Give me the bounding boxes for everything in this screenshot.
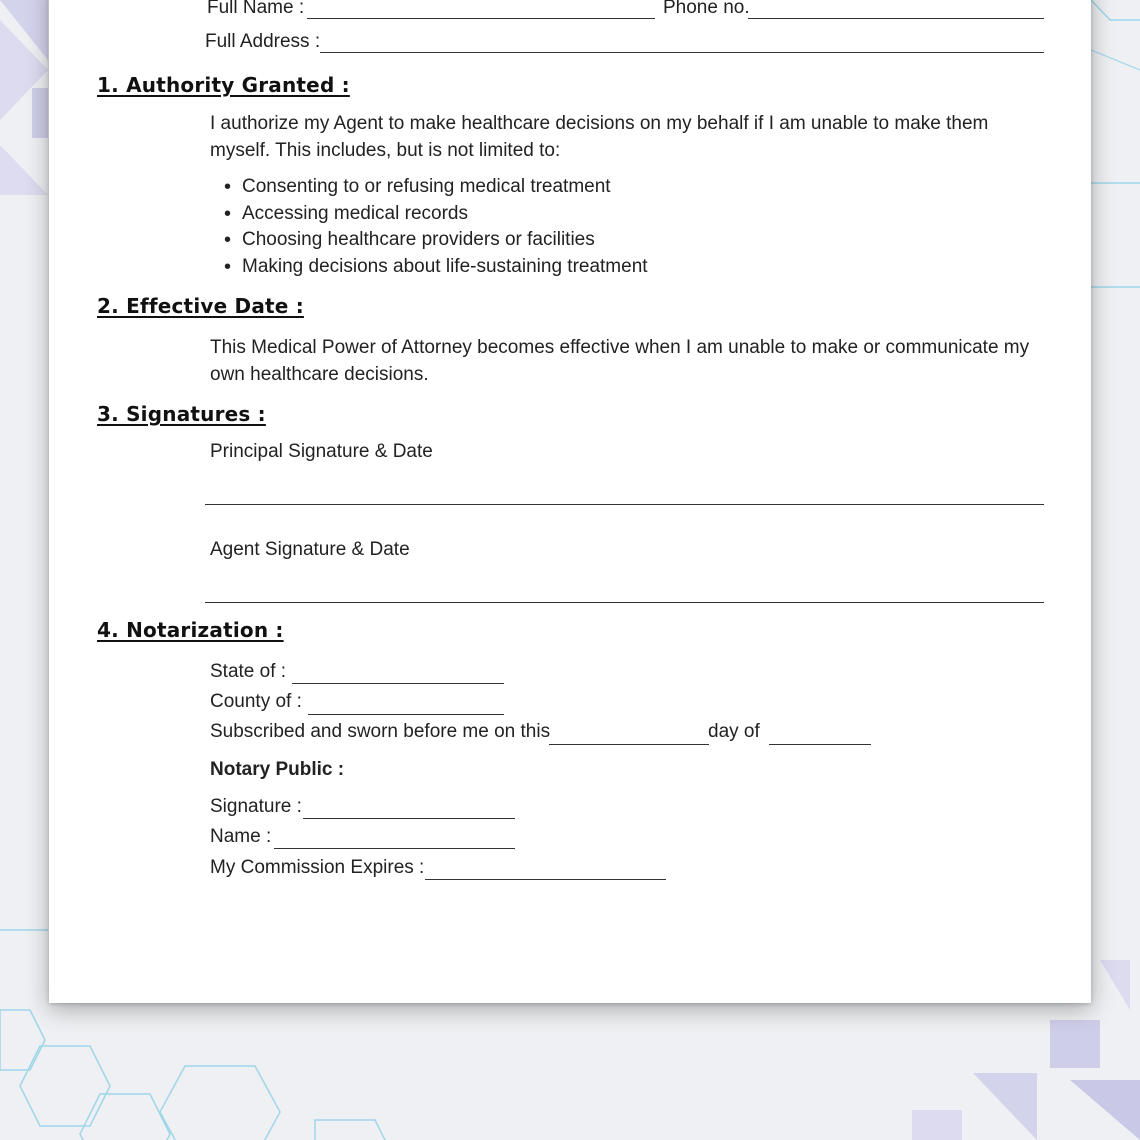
notary-signature-field[interactable]	[303, 818, 515, 819]
list-item: • Making decisions about life-sustaining treatment	[210, 254, 648, 281]
triangle-decor	[973, 1073, 1037, 1140]
hexagon-decor	[0, 1010, 395, 1140]
full-address-label: Full Address :	[205, 31, 321, 52]
full-name-field[interactable]	[307, 18, 655, 19]
square-decor	[912, 1110, 962, 1140]
sworn-day-field[interactable]	[549, 744, 709, 745]
square-decor	[32, 88, 48, 138]
full-name-label: Full Name :	[207, 0, 305, 18]
notary-public-label: Notary Public :	[210, 759, 345, 780]
authority-bullet-list	[210, 174, 648, 280]
sworn-month-field[interactable]	[769, 744, 871, 745]
principal-signature-field[interactable]	[205, 504, 1044, 505]
list-item: • Consenting to or refusing medical treatment	[210, 174, 648, 201]
list-item: • Choosing healthcare providers or facilities	[210, 227, 648, 254]
county-field[interactable]	[308, 714, 504, 715]
section-heading-authority: 1. Authority Granted :	[97, 73, 350, 97]
line-decor	[1091, 0, 1140, 20]
phone-field[interactable]	[748, 18, 1044, 19]
line-decor	[1091, 50, 1140, 70]
agent-signature-field[interactable]	[205, 602, 1044, 603]
square-decor	[1050, 1020, 1100, 1068]
full-address-field[interactable]	[320, 52, 1044, 53]
county-label: County of :	[210, 691, 302, 712]
section-heading-effective-date: 2. Effective Date :	[97, 294, 304, 318]
day-of-label: day of	[708, 721, 760, 742]
commission-expires-label: My Commission Expires :	[210, 857, 425, 878]
authority-text: I authorize my Agent to make healthcare decisions on my behalf if I am unable to make them myself. This includes, but is not limited to:	[210, 113, 989, 161]
agent-signature-label: Agent Signature & Date	[210, 539, 410, 560]
effective-date-text: This Medical Power of Attorney becomes effective when I am unable to make or communicate my own healthcare decisions.	[210, 337, 1030, 385]
commission-expires-field[interactable]	[425, 879, 666, 880]
list-item: • Accessing medical records	[210, 201, 648, 228]
phone-label: Phone no.	[663, 0, 750, 18]
triangle-decor	[1100, 960, 1130, 1010]
triangle-decor	[1070, 1080, 1140, 1140]
section-heading-notarization: 4. Notarization :	[97, 618, 284, 642]
sworn-label: Subscribed and sworn before me on this	[210, 721, 551, 742]
section-heading-signatures: 3. Signatures :	[97, 402, 266, 426]
state-field[interactable]	[292, 683, 504, 684]
notary-name-field[interactable]	[274, 848, 515, 849]
triangle-decor	[0, 145, 48, 195]
document-page	[49, 0, 1091, 1003]
state-label: State of :	[210, 661, 287, 682]
principal-signature-label: Principal Signature & Date	[210, 441, 433, 462]
notary-signature-label: Signature :	[210, 796, 302, 817]
notary-name-label: Name :	[210, 826, 272, 847]
